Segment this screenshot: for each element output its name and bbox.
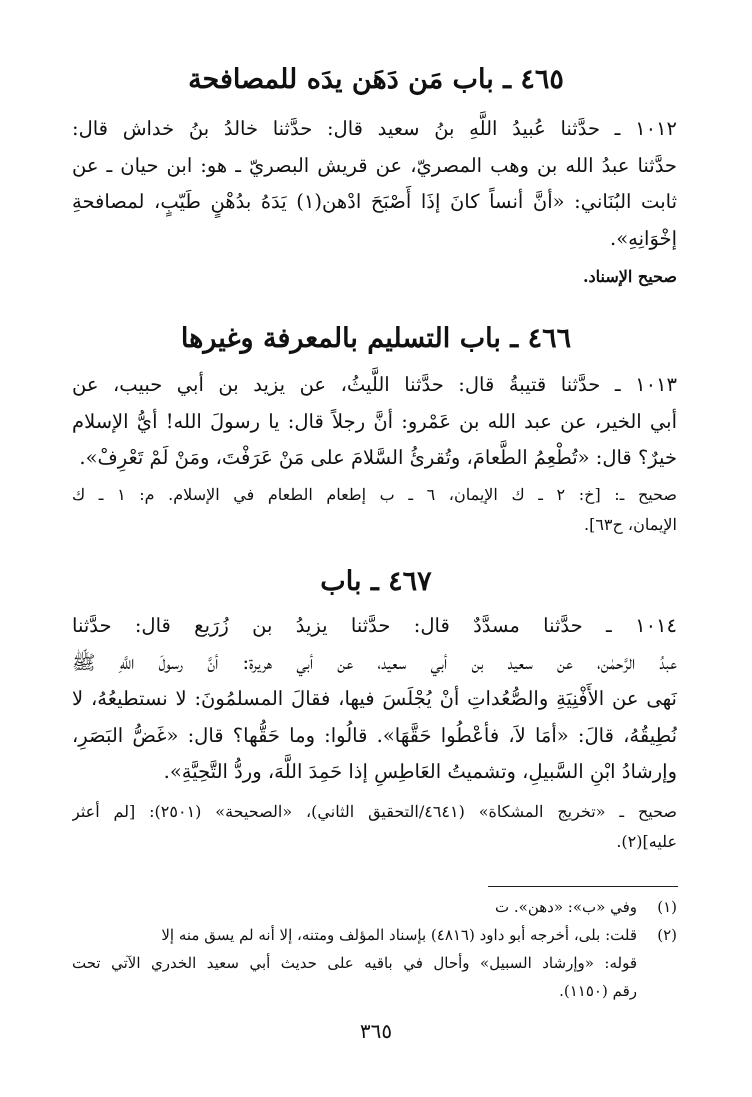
footnote-text: قوله: «وإرشاد السبيل» وأحال في باقيه على حديث أبي سعيد الخدري الآتي تحت (72, 954, 637, 972)
hadith-1013-grading (72, 480, 677, 540)
footnote-text: رقم (١١٥٠). (559, 982, 637, 1000)
hadith-line: إخْوَانِهِ». (610, 226, 677, 250)
footnotes (72, 893, 677, 1005)
hadith-line: ثابت البُنَاني: «أنَّ أنساً كانَ إذَا أَصْبَحَ ادْهن(١) يَدَهُ بدُهْنٍ طَيّبٍ، لمصافحةِ (72, 190, 677, 213)
footnote-number: (٢) (657, 926, 677, 944)
footnote-separator (488, 886, 678, 887)
hadith-line: وإرشادُ ابْنِ السَّبيلِ، وتشميتُ العَاطِسِ إذا حَمِدَ اللَّهَ، وردُّ التَّحِيَّةِ». (163, 760, 677, 783)
hadith-1012-text (72, 111, 677, 257)
grading-line: صحيح الإسناد. (582, 267, 677, 286)
chapter-heading-467: ٤٦٧ ـ باب (320, 566, 432, 597)
footnote-text: قلت: بلى، أخرجه أبو داود (٤٨١٦) بإسناد المؤلف ومتنه، إلا أنه لم يسق منه إلا (161, 926, 637, 944)
hadith-1012-grading (72, 262, 677, 292)
grading-line: صحيح ـ «تخريج المشكاة» (٤٦٤١/التحقيق الثاني)، «الصحيحة» (٢٥٠١): [لم أعثر (72, 802, 677, 821)
grading-line: الإيمان، ح٦٣]. (584, 515, 677, 534)
hadith-line: أبي الخير، عن عبد الله بن عَمْرو: أنَّ رجلاً قال: يا رسولَ الله! أيُّ الإسلام (72, 409, 677, 433)
hadith-line: ١٠١٣ ـ حدَّثنا قتيبةُ قال: حدَّثنا اللَّيثُ، عن يزيد بن أبي حبيب، عن (72, 373, 677, 396)
hadith-line: نُطِيقُهُ، قالَ: «أمَا لاَ، فأعْطُوا حَقَّهَا». قالُوا: وما حَقُّها؟ قال: «غَضُّ البَصَرِ، (72, 723, 677, 747)
hadith-line: عبدُ الرَّحمٰن، عن سعيد بن أبي سعيد، عن أبي هريرة: أنَّ رسولَ اللَّهِ ﷺ (72, 650, 677, 674)
hadith-line: حدَّثنا عبدُ الله بن وهب المصريّ، عن قريش البصريّ ـ هو: ابن حيان ـ عن (72, 153, 677, 177)
footnote-2 (72, 921, 677, 949)
hadith-1014-text (72, 608, 677, 791)
footnote-number: (١) (657, 898, 677, 916)
hadith-1014-grading (72, 797, 677, 857)
grading-line: عليه](٢). (616, 832, 677, 851)
chapter-heading-465: ٤٦٥ ـ باب مَن دَهَن يدَه للمصافحة (188, 64, 564, 95)
hadith-line: ١٠١٢ ـ حدَّثنا عُبيدُ اللَّهِ بنُ سعيد قال: حدَّثنا خالدُ بنُ خداش قال: (72, 117, 677, 140)
hadith-1013-text (72, 367, 677, 477)
hadith-line: ١٠١٤ ـ حدَّثنا مسدَّدٌ قال: حدَّثنا يزيدُ بن زُرَيع قال: حدَّثنا (72, 614, 677, 637)
page-number: ٣٦٥ (359, 1019, 393, 1043)
footnote-1 (72, 893, 677, 921)
chapter-heading-466: ٤٦٦ ـ باب التسليم بالمعرفة وغيرها (180, 323, 572, 354)
hadith-line: خيرٌ؟ قال: «تُطْعِمُ الطَّعامَ، وتُقرئُ السَّلامَ على مَنْ عَرَفْتَ، ومَنْ لَمْ تَعْرِفْ». (79, 446, 677, 469)
grading-line: صحيح ـ: [خ: ٢ ـ ك الإيمان، ٦ ـ ب إطعام الطعام في الإسلام. م: ١ ـ ك (72, 485, 677, 504)
footnote-text: وفي «ب»: «دهن». ت (494, 898, 637, 916)
hadith-line: نَهى عن الأَفْنِيَةِ والصُّعُداتِ أنْ يُجْلَسَ فيها، فقالَ المسلمُونَ: لا نستطيعُهُ، لا (72, 687, 677, 710)
